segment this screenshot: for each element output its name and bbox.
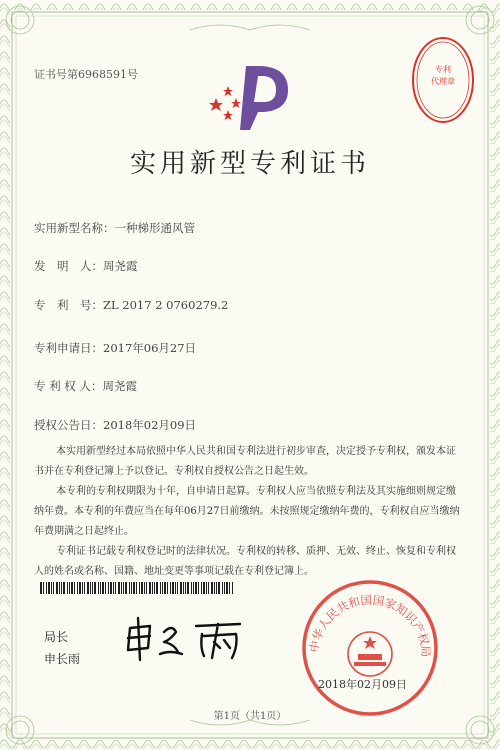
barcode-bar (152, 582, 153, 594)
body-paragraph-3: 专利证书记载专利权登记时的法律状况。专利权的转移、质押、无效、终止、恢复和专利权人的姓名或名称、国籍、地址变更等事项记载在专利登记簿上。 (34, 546, 456, 577)
field-label: 授权公告日： (34, 418, 103, 432)
barcode-bar (224, 582, 225, 594)
barcode-bar (214, 582, 215, 594)
field-label: 专 利 权 人： (34, 379, 103, 393)
barcode-bar (61, 582, 62, 594)
barcode-bar (131, 582, 132, 594)
barcode-bar (185, 582, 186, 594)
barcode-bar (160, 582, 161, 594)
certificate-body (34, 442, 464, 582)
body-paragraph-2: 本专利的专利权期限为十年，自申请日起算。专利权人应当依照专利法及其实施细则规定缴纳年费。本专利的年费应当在每年06月27日前缴纳。未按照规定缴纳年费的，专利权自应当缴纳年费期满之日起终止。 (34, 486, 460, 537)
barcode-bar (79, 582, 81, 594)
certificate-number: 证书号第6968591号 (34, 68, 138, 81)
barcode-bar (77, 582, 78, 594)
barcode-bar (121, 582, 122, 594)
barcode-bar (175, 582, 176, 594)
field-label: 发 明 人： (34, 259, 103, 273)
field-application-date (34, 340, 196, 356)
barcode-bar (156, 582, 158, 594)
barcode-bar (191, 582, 192, 594)
barcode (40, 582, 235, 594)
field-value: 2018年02月09日 (103, 418, 197, 432)
barcode-bar (90, 582, 91, 594)
svg-text:中华人民共和国国家知识产权局: 中华人民共和国国家知识产权局 (306, 592, 434, 658)
barcode-bar (195, 582, 197, 594)
barcode-bar (139, 582, 140, 594)
barcode-bar (201, 582, 202, 594)
agency-stamp-icon (410, 34, 476, 126)
barcode-bar (84, 582, 85, 594)
barcode-bar (94, 582, 96, 594)
barcode-bar (180, 582, 182, 594)
barcode-bar (118, 582, 120, 594)
signer-name: 申长雨 (44, 652, 81, 666)
barcode-bar (115, 582, 116, 594)
field-inventor (34, 258, 138, 274)
barcode-bar (46, 582, 47, 594)
svg-text:代理章: 代理章 (431, 77, 455, 86)
barcode-bar (216, 582, 217, 594)
field-patent-number (34, 297, 228, 313)
barcode-bar (164, 582, 166, 594)
agency-stamp (410, 34, 476, 130)
barcode-bar (87, 582, 89, 594)
barcode-bar (193, 582, 194, 594)
barcode-bar (211, 582, 213, 594)
barcode-bar (69, 582, 70, 594)
barcode-bar (108, 582, 109, 594)
field-grant-date (34, 417, 196, 433)
barcode-bar (162, 582, 163, 594)
barcode-bar (146, 582, 147, 594)
barcode-bar (100, 582, 101, 594)
barcode-bar (53, 582, 54, 594)
barcode-bar (232, 582, 233, 594)
barcode-bar (56, 582, 58, 594)
barcode-bar (172, 582, 174, 594)
patent-office-logo-icon (206, 62, 296, 134)
field-label: 专利申请日： (34, 341, 103, 355)
barcode-bar (226, 582, 228, 594)
barcode-bar (154, 582, 155, 594)
barcode-bar (82, 582, 83, 594)
svg-text:专利: 专利 (435, 65, 451, 74)
page-title: 实用新型专利证书 (129, 149, 370, 179)
field-value: ZL 2017 2 0760279.2 (103, 298, 229, 312)
barcode-bar (102, 582, 104, 594)
barcode-bar (98, 582, 99, 594)
handwritten-signature (120, 614, 250, 664)
barcode-bar (203, 582, 205, 594)
barcode-bar (113, 582, 114, 594)
field-value: 一种梯形通风管 (114, 221, 195, 235)
barcode-bar (43, 582, 44, 594)
field-value: 周尧霞 (102, 379, 137, 393)
barcode-bar (177, 582, 178, 594)
barcode-bar (110, 582, 112, 594)
barcode-bar (229, 582, 230, 594)
barcode-bar (149, 582, 151, 594)
barcode-bar (141, 582, 143, 594)
barcode-bar (129, 582, 130, 594)
barcode-bar (63, 582, 65, 594)
barcode-bar (198, 582, 199, 594)
barcode-bar (105, 582, 106, 594)
signer-title: 局长 (44, 630, 69, 644)
field-label: 专 利 号： (34, 298, 103, 312)
field-value: 2017年06月27日 (103, 341, 197, 355)
barcode-bar (59, 582, 60, 594)
barcode-bar (167, 582, 168, 594)
field-value: 周尧霞 (103, 259, 138, 273)
barcode-bar (92, 582, 93, 594)
barcode-bar (40, 582, 42, 594)
barcode-bar (71, 582, 73, 594)
barcode-bar (187, 582, 189, 594)
barcode-bar (48, 582, 50, 594)
body-paragraph-1: 本实用新型经过本局依照中华人民共和国专利法进行初步审查，决定授予专利权，颁发本证书并在专利登记簿上予以登记。专利权自授权公告之日起生效。 (34, 446, 456, 477)
official-seal (300, 578, 440, 718)
barcode-bar (170, 582, 171, 594)
seal-date: 2018年02月09日 (318, 678, 407, 691)
barcode-bar (218, 582, 220, 594)
barcode-bar (206, 582, 207, 594)
barcode-bar (67, 582, 68, 594)
barcode-bar (208, 582, 209, 594)
barcode-bar (51, 582, 52, 594)
page-number: 第1页（共1页） (213, 711, 287, 722)
barcode-bar (123, 582, 124, 594)
barcode-bar (222, 582, 223, 594)
field-label: 实用新型名称： (34, 221, 115, 235)
barcode-bar (133, 582, 135, 594)
barcode-bar (136, 582, 137, 594)
barcode-bar (144, 582, 145, 594)
national-emblem-icon (348, 632, 392, 676)
field-utility-model-name (34, 220, 195, 236)
barcode-bar (74, 582, 75, 594)
field-patentee (34, 378, 137, 394)
barcode-bar (125, 582, 127, 594)
barcode-bar (183, 582, 184, 594)
